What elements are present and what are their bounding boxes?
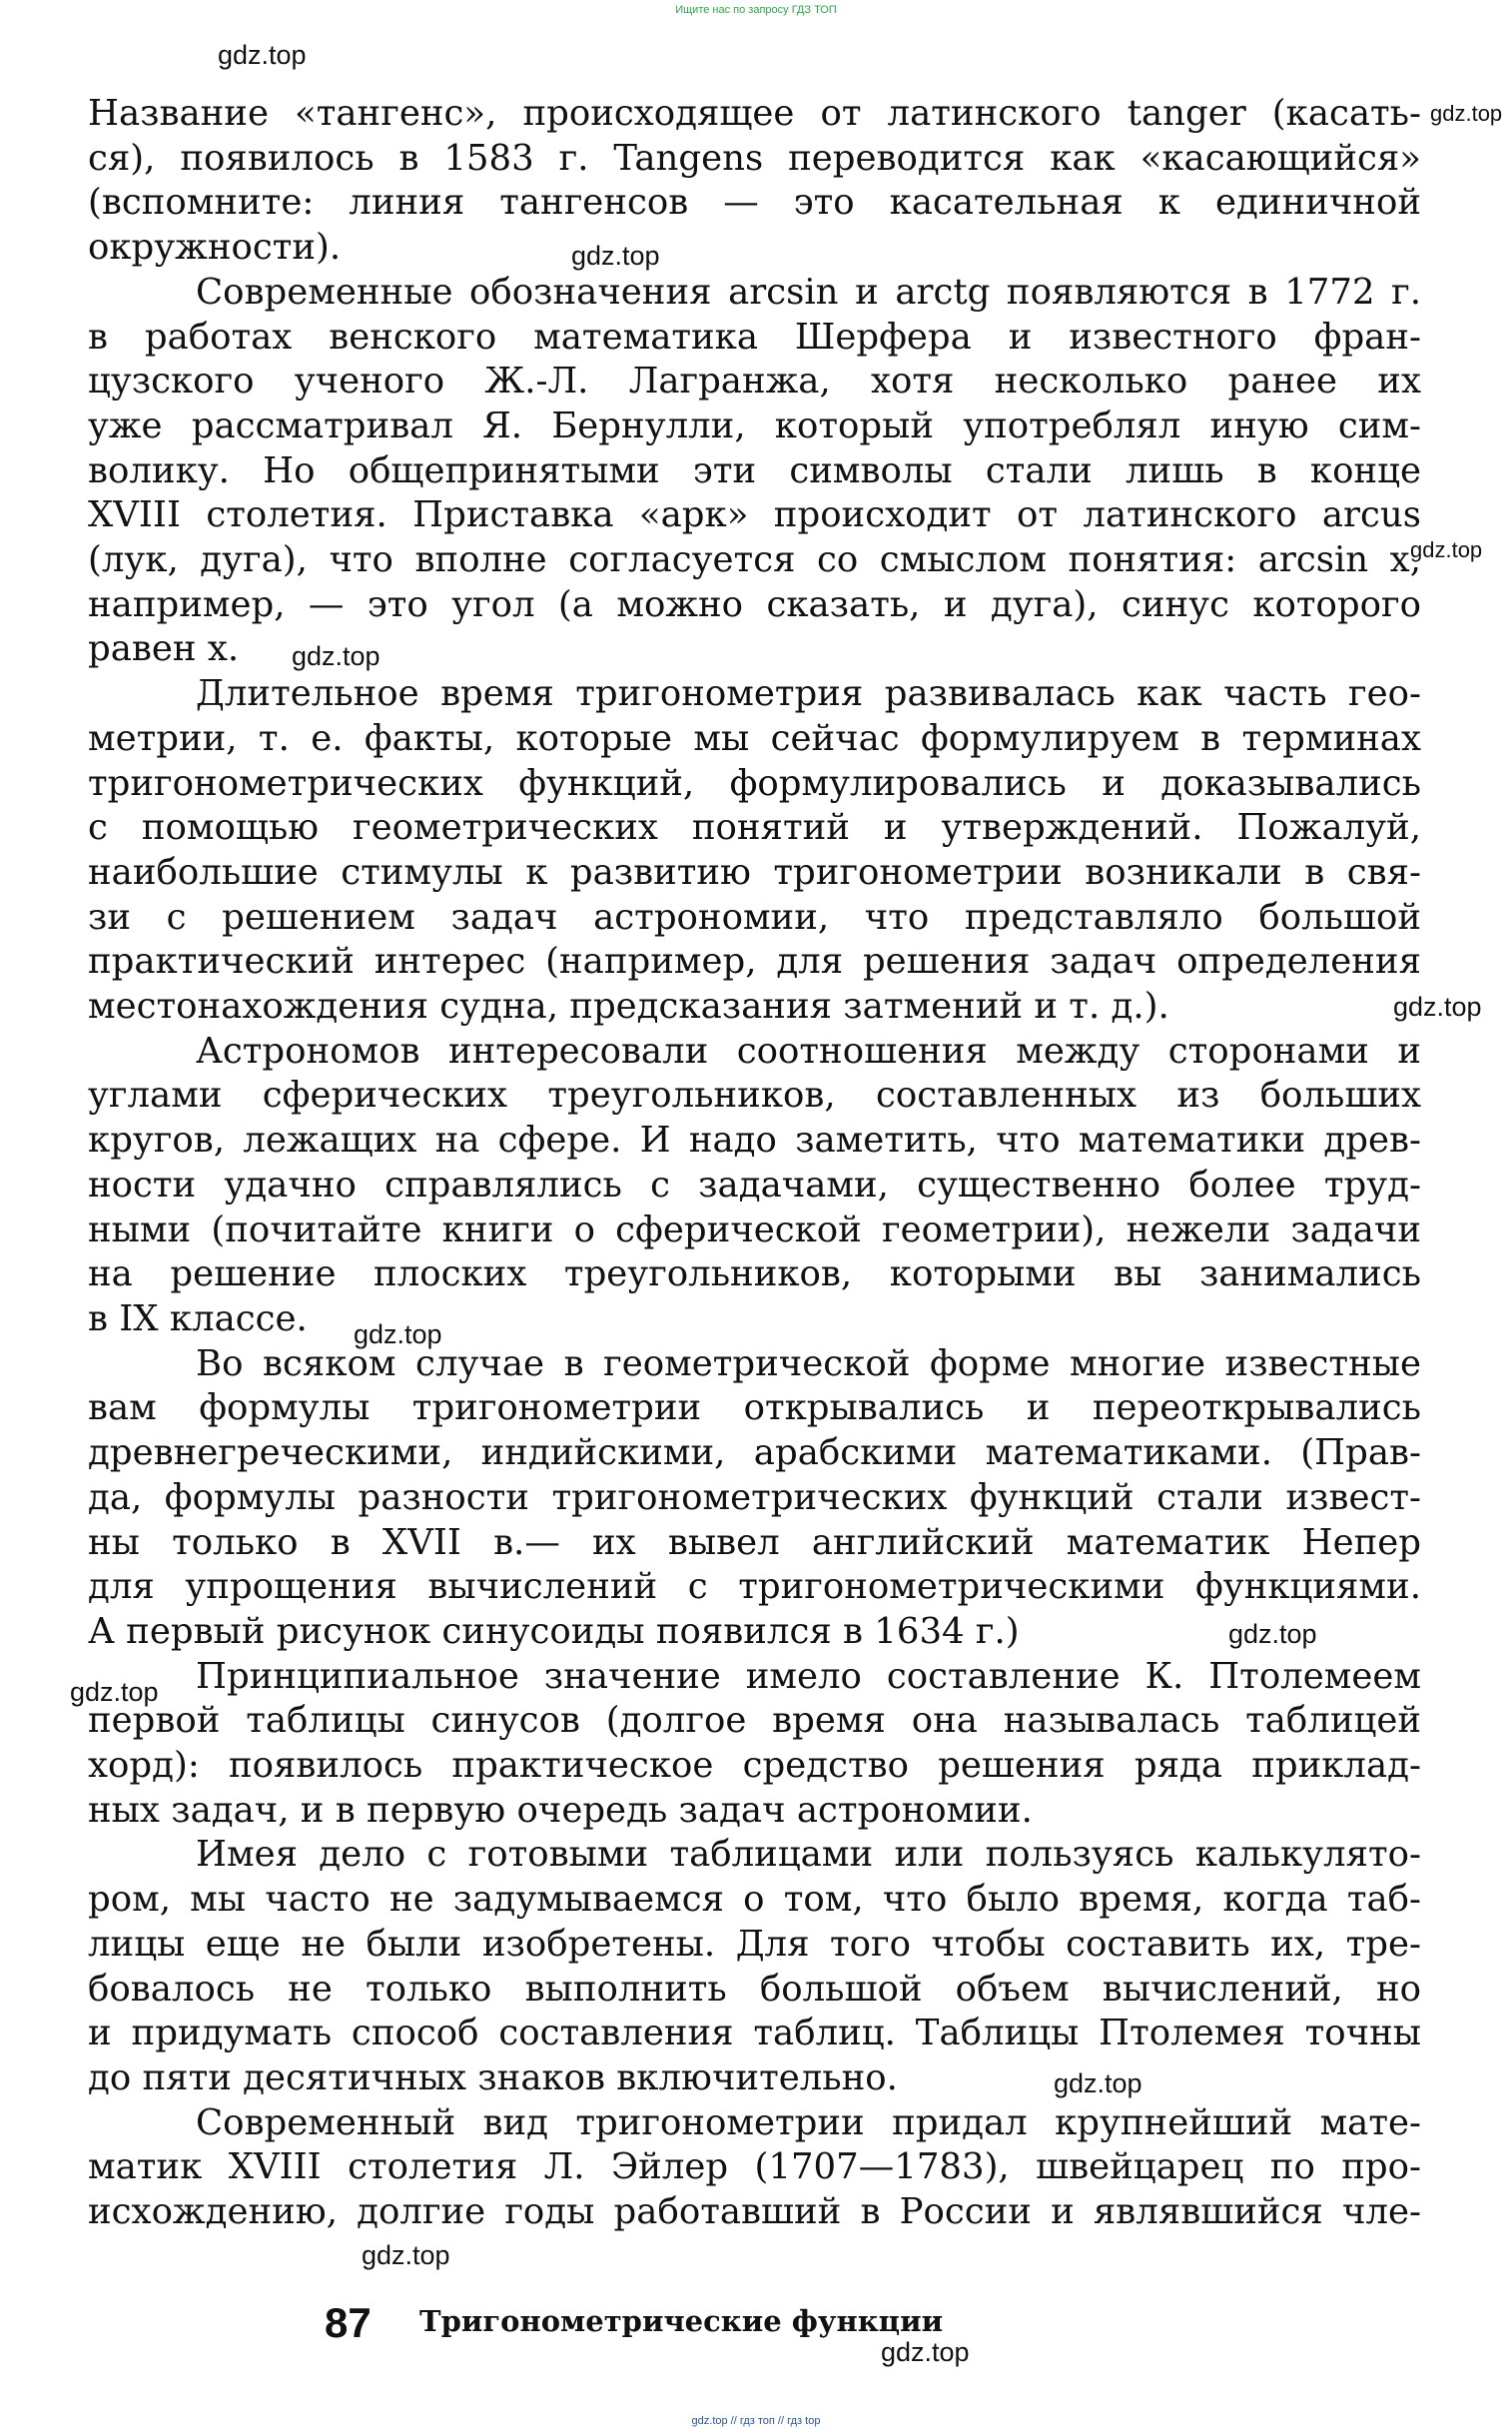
paragraph-7 [88,1833,1421,2100]
text-line: на решение плоских треугольников, которыми вы занимались [88,1253,1421,1295]
paragraph-6 [88,1655,1421,1834]
watermark: gdz.top [1430,101,1503,126]
text-line: кругов, лежащих на сфере. И надо заметить, что математики древ- [88,1120,1421,1162]
text-line: Название «тангенс», происходящее от латинского tanger (касать- [88,93,1421,134]
text-line: исхождению, долгие годы работавший в России и являвшийся чле- [88,2191,1421,2233]
text-line: например, — это угол (а можно сказать, и дуга), синус которого [88,583,1421,625]
text-line: А первый рисунок синусоиды появился в 1634 г.) [88,1610,1020,1652]
page-number: 87 [325,2299,372,2346]
watermark: gdz.top [571,241,660,271]
text-line: Принципиальное значение имело составление К. Птолемеем [196,1655,1421,1697]
watermark: gdz.top [362,2240,450,2270]
text-line: ными (почитайте книги о сферической геометрии), нежели задачи [88,1209,1421,1250]
text-line: уже рассматривал Я. Бернулли, который употреблял иную сим- [88,405,1421,446]
text-line: Длительное время тригонометрия развивалась как часть гео- [196,673,1421,715]
text-line: окружности). [88,227,342,269]
watermark: gdz.top [218,40,307,70]
text-column [88,92,1421,2235]
text-line: XVIII столетия. Приставка «арк» происходит от латинского arcus [88,494,1421,536]
text-line: цузского ученого Ж.-Л. Лагранжа, хотя несколько ранее их [88,361,1421,403]
text-line: бовалось не только выполнить большой объем вычислений, но [88,1968,1421,2010]
text-line: лицы еще не были изобретены. Для того чтобы составить их, тре- [88,1923,1421,1965]
text-line: вам формулы тригонометрии открывались и переоткрывались [88,1387,1421,1429]
text-line: зи с решением задач астрономии, что представляло большой [88,896,1421,938]
text-line: ности удачно справлялись с задачами, существенно более труд- [88,1164,1421,1206]
text-line: (лук, дуга), что вполне согласуется со смыслом понятия: arcsin x, [88,539,1421,581]
watermark: gdz.top [70,1677,159,1707]
watermark: gdz.top [1228,1619,1317,1649]
paragraph-1 [88,92,1421,271]
text-line: в IX классе. [88,1297,308,1339]
text-line: ром, мы часто не задумываемся о том, что было время, когда таб- [88,1879,1421,1921]
text-line: Современные обозначения arcsin и arctg появляются в 1772 г. [196,271,1421,313]
text-line: древнегреческими, индийскими, арабскими математиками. (Прав- [88,1432,1421,1474]
watermark: gdz.top [1393,992,1482,1022]
text-line: для упрощения вычислений с тригонометрическими функциями. [88,1566,1421,1608]
text-line: ных задач, и в первую очередь задач астрономии. [88,1789,1033,1831]
paragraph-5 [88,1342,1421,1655]
text-line: метрии, т. е. факты, которые мы сейчас формулируем в терминах [88,717,1421,759]
section-title: Тригонометрические функции [419,2304,944,2338]
text-line: да, формулы разности тригонометрических функций стали извест- [88,1476,1421,1518]
watermark: gdz.top [1054,2068,1142,2098]
paragraph-4 [88,1030,1421,1342]
paragraph-2 [88,271,1421,672]
text-line: Современный вид тригонометрии придал крупнейший мате- [196,2101,1421,2143]
text-line: Астрономов интересовали соотношения между сторонами и [196,1030,1421,1072]
text-line: первой таблицы синусов (долгое время она называлась таблицей [88,1700,1421,1742]
text-line: углами сферических треугольников, составленных из больших [88,1075,1421,1117]
text-line: Во всяком случае в геометрической форме многие известные [196,1342,1421,1384]
paragraph-3 [88,672,1421,1030]
text-line: с помощью геометрических понятий и утверждений. Пожалуй, [88,807,1421,849]
watermark: gdz.top [354,1319,442,1349]
watermark: gdz.top [881,2337,970,2367]
text-line: равен x. [88,628,240,670]
paragraph-8 [88,2101,1421,2235]
text-line: практический интерес (например, для решения задач определения [88,941,1421,983]
top-banner: Ищите нас по запросу ГДЗ ТОП [675,4,837,16]
text-line: местонахождения судна, предсказания затмений и т. д.). [88,986,1169,1028]
watermark: gdz.top [1410,537,1483,562]
text-line: в работах венского математика Шерфера и известного фран- [88,316,1421,358]
text-line: тригонометрических функций, формулировались и доказывались [88,762,1421,804]
text-line: ны только в XVII в.— их вывел английский математик Непер [88,1521,1421,1563]
text-line: Имея дело с готовыми таблицами или пользуясь калькулято- [196,1834,1421,1876]
text-line: до пяти десятичных знаков включительно. [88,2056,898,2098]
watermark: gdz.top [292,641,380,671]
text-line: и придумать способ составления таблиц. Таблицы Птолемея точны [88,2013,1421,2054]
text-line: ся), появилось в 1583 г. Tangens переводится как «касающийся» [88,137,1421,179]
text-line: (вспомните: линия тангенсов — это касательная к единичной [88,182,1421,224]
text-line: наибольшие стимулы к развитию тригонометрии возникали в свя- [88,851,1421,893]
bottom-banner: gdz.top // гдз топ // гдз top [691,2415,821,2427]
text-line: матик XVIII столетия Л. Эйлер (1707—1783), швейцарец по про- [88,2146,1421,2188]
text-line: хорд): появилось практическое средство решения ряда приклад- [88,1745,1421,1787]
text-line: волику. Но общепринятыми эти символы стали лишь в конце [88,449,1421,491]
